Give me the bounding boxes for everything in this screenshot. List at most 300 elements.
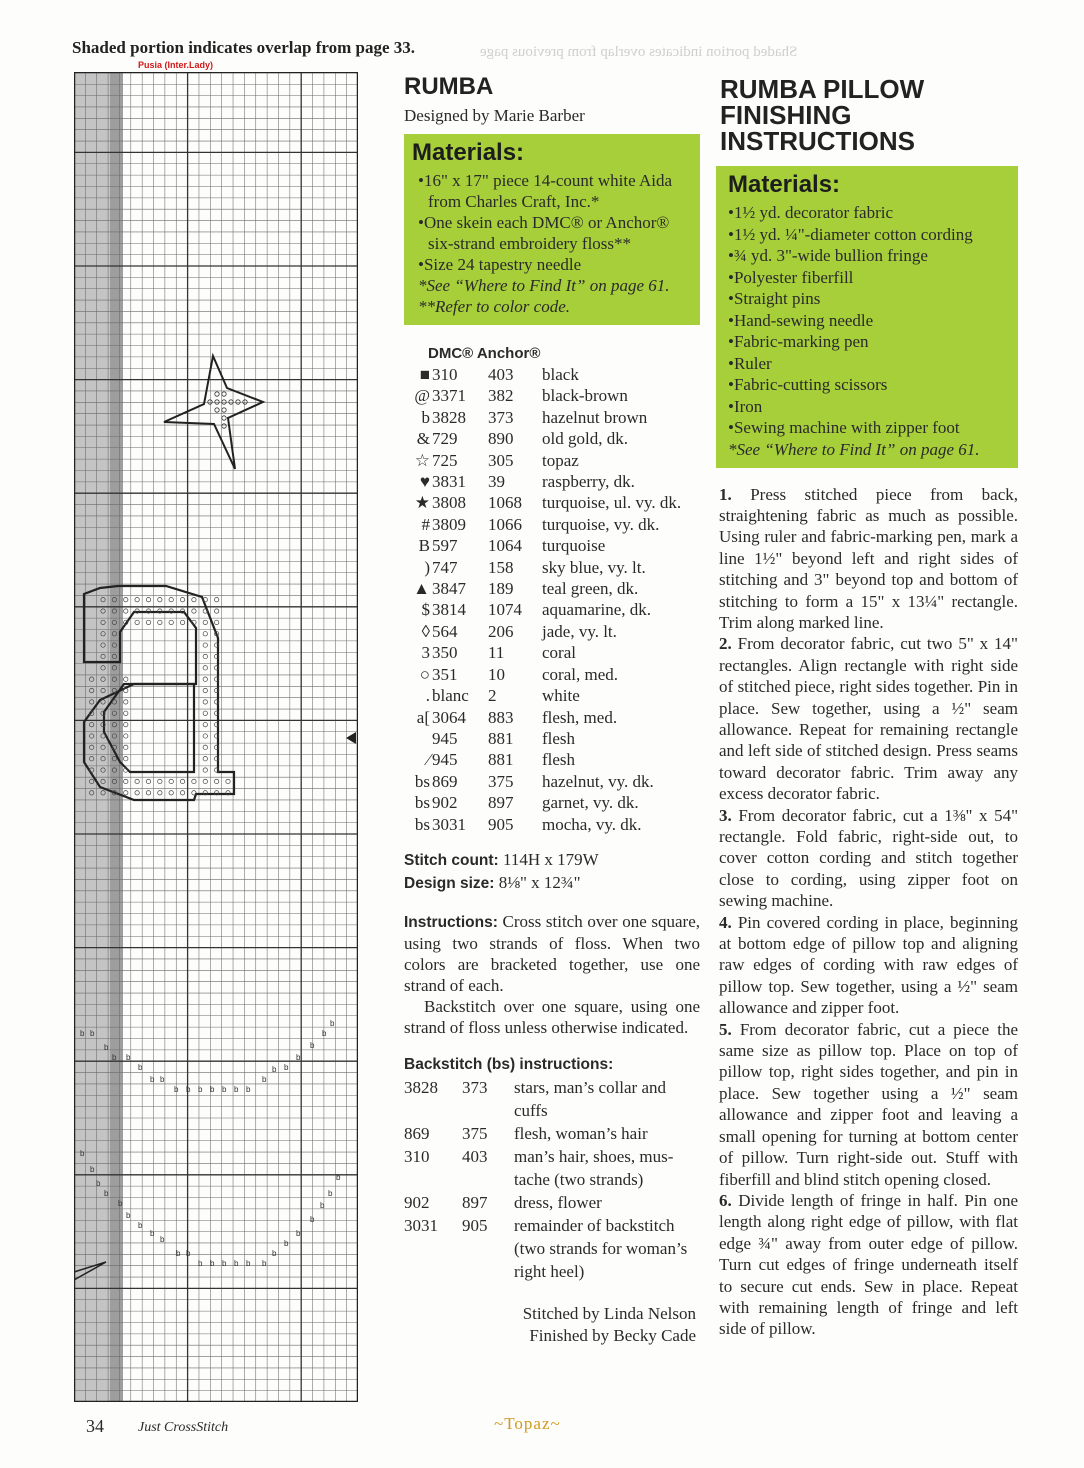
backstitch-symbol: b xyxy=(296,1053,301,1062)
color-symbol xyxy=(406,728,432,749)
color-name: hazelnut brown xyxy=(542,407,648,427)
stitch-dot xyxy=(169,779,173,783)
backstitch-symbol: b xyxy=(262,1259,267,1268)
watermark-text: Pusia (Inter.Lady) xyxy=(138,60,214,70)
step-number: 3. xyxy=(719,805,739,825)
step-2 xyxy=(719,633,1018,804)
stitch-dot xyxy=(203,688,207,692)
backstitch-symbol: b xyxy=(90,1029,95,1038)
anchor-number: 883 xyxy=(488,707,514,727)
instructions-text: Cross stitch over one square, using two strands of floss. When two colors are bracketed together, use one strand of each. xyxy=(404,911,700,995)
rumba-title: RUMBA xyxy=(404,73,494,100)
pillow-steps xyxy=(716,484,1018,1340)
material-item: •Fabric-marking pen xyxy=(728,332,869,351)
designer-credit: Designed by Marie Barber xyxy=(404,106,585,125)
color-row xyxy=(406,557,681,578)
color-symbol: $ xyxy=(421,600,430,620)
material-item: •Sewing machine with zipper foot xyxy=(728,418,960,437)
backstitch-symbol: b xyxy=(160,1075,165,1084)
backstitch-symbol: b xyxy=(246,1259,251,1268)
material-item: •1½ yd. decorator fabric xyxy=(728,203,894,222)
stitch-count: 114H x 179W xyxy=(502,849,599,869)
materials-note: **Refer to color code. xyxy=(418,297,571,316)
stitch-dot xyxy=(124,597,128,601)
credits xyxy=(404,1303,700,1347)
step-number: 1. xyxy=(719,484,751,504)
color-name: black xyxy=(542,365,579,384)
step-text: Press stitched piece from back, straightening fabric as much as possible. Using ruler and fabric-marking pen, mark a line 1½" beyond left and right sides of stitching and 3" beyond top and bottom of stitching to form a 15" x 13¼" rectangle. Trim along marked line. xyxy=(719,484,1019,632)
step-text: From decorator fabric, cut two 5" x 14" rectangles. Align rectangle with right side of stitched piece, right sides together. Pin in place. Sew together, using a ½" seam allowance. Repeat for remaining rectangle and left side of stitched design. Press seams toward decorator fabric. Trim away any excess decorator fabric. xyxy=(719,634,1018,804)
backstitch-symbol: b xyxy=(80,1029,85,1038)
color-row xyxy=(406,492,681,513)
color-name: turquoise xyxy=(542,536,606,556)
anchor-number: 1064 xyxy=(488,536,522,556)
anchor-number: 10 xyxy=(488,664,505,684)
dmc-number: 351 xyxy=(432,664,458,684)
color-name: coral, med. xyxy=(542,664,618,684)
backstitch-symbol: b xyxy=(126,1053,131,1062)
color-symbol: B xyxy=(418,536,430,556)
stitch-dot xyxy=(169,597,173,601)
color-key-table xyxy=(406,364,681,835)
stitch-dot xyxy=(180,620,184,624)
dmc-number: 747 xyxy=(432,557,458,577)
materials-note: *See “Where to Find It” on page 61. xyxy=(418,276,670,295)
backstitch-symbol: b xyxy=(262,1075,267,1084)
instructions xyxy=(404,911,700,1038)
dmc-number: 3808 xyxy=(432,493,466,513)
bs-description: remainder of backstitch (two strands for woman’s right heel) xyxy=(514,1215,688,1281)
material-item: •One skein each DMC® or Anchor® six-strand embroidery floss** xyxy=(418,213,670,253)
backstitch-symbol: b xyxy=(328,1189,333,1198)
color-name: flesh xyxy=(542,750,576,770)
stitch-dot xyxy=(203,632,207,636)
material-item: •Straight pins xyxy=(728,289,821,308)
backstitch-symbol: b xyxy=(90,1165,95,1174)
step-3 xyxy=(719,805,1018,912)
bs-anchor: 403 xyxy=(462,1146,488,1166)
backstitch-row xyxy=(404,1122,700,1145)
dmc-number: 945 xyxy=(432,750,458,770)
stitch-dot xyxy=(135,791,139,795)
step-text: From decorator fabric, cut a piece the same size as pillow top. Place on top of pillow top, right sides together, and pin in place. Sew together using a ½" seam allowance and zipper foot and leaving a small opening for turning at bottom center of pillow. Turn right-side out. Stuff with fiberfill and blind stitch opening closed. xyxy=(719,1019,1018,1189)
stitch-dot xyxy=(203,654,207,658)
material-item: •Size 24 tapestry needle xyxy=(418,255,582,274)
backstitch-symbol: b xyxy=(330,1019,335,1028)
dmc-number: 725 xyxy=(432,450,458,470)
stitch-dot xyxy=(124,609,128,613)
pillow-title-line: FINISHING xyxy=(720,100,852,130)
anchor-number: 11 xyxy=(488,643,505,663)
stitch-dot xyxy=(124,711,128,715)
anchor-number: 39 xyxy=(488,472,505,492)
color-row xyxy=(406,621,681,642)
dmc-number: 729 xyxy=(432,429,458,449)
backstitch-symbol: b xyxy=(210,1259,215,1268)
stitched-by: Stitched by Linda Nelson xyxy=(522,1303,696,1323)
stitch-dot xyxy=(192,609,196,613)
backstitch-symbol: b xyxy=(126,1211,131,1220)
bs-description: flesh, woman’s hair xyxy=(514,1123,648,1143)
step-text: Divide length of fringe in half. Pin one length along right edge of pillow, with flat edge ¾" away from outer edge of pillow. Turn cut edges of fringe underneath itself to secure cut ends. Sew in place. Repeat with remaining length of fringe and left side of pillow. xyxy=(719,1190,1018,1339)
color-name: sky blue, vy. lt. xyxy=(542,557,646,577)
color-symbol: @ xyxy=(414,386,430,406)
stitch-dot xyxy=(135,779,139,783)
color-name: black-brown xyxy=(542,386,628,406)
backstitch-symbol: b xyxy=(104,1043,109,1052)
stitch-dot xyxy=(146,779,150,783)
color-row xyxy=(406,514,681,535)
step-1 xyxy=(719,484,1018,634)
color-symbol: ) xyxy=(424,557,430,577)
stitch-dot xyxy=(124,700,128,704)
center-arrow xyxy=(346,732,356,744)
anchor-number: 382 xyxy=(488,386,514,406)
pillow-title-line: RUMBA PILLOW xyxy=(720,74,925,104)
bs-description: stars, man’s collar and cuffs xyxy=(514,1077,667,1120)
stitch-dot xyxy=(203,643,207,647)
anchor-number: 1074 xyxy=(488,600,522,620)
dmc-number: 3031 xyxy=(432,814,466,834)
backstitch-symbol: b xyxy=(112,1053,117,1062)
stitch-dot xyxy=(203,734,207,738)
pillow-title-line: INSTRUCTIONS xyxy=(720,126,915,156)
bs-dmc: 3828 xyxy=(404,1077,438,1097)
color-symbol: bs xyxy=(414,771,430,791)
color-symbol: & xyxy=(416,429,430,449)
color-name: aquamarine, dk. xyxy=(542,600,652,620)
color-row xyxy=(406,428,681,449)
anchor-number: 881 xyxy=(488,728,514,748)
stitch-count-label: Stitch count: xyxy=(404,851,499,869)
color-name: flesh, med. xyxy=(542,707,618,727)
color-row xyxy=(406,771,681,792)
stitch-dot xyxy=(203,677,207,681)
anchor-number: 1066 xyxy=(488,514,522,534)
backstitch-row xyxy=(404,1076,700,1122)
bs-description: man’s hair, shoes, mus-tache (two strands) xyxy=(514,1146,674,1189)
backstitch-symbol: b xyxy=(186,1085,191,1094)
backstitch-symbol: b xyxy=(150,1075,155,1084)
stitch-dot xyxy=(124,745,128,749)
color-row xyxy=(406,749,681,770)
stitch-dot xyxy=(214,597,218,601)
backstitch-symbol: b xyxy=(272,1065,277,1074)
dmc-number: 597 xyxy=(432,536,458,556)
stitch-dot xyxy=(124,734,128,738)
star-motif xyxy=(164,356,263,469)
stitch-dot xyxy=(226,779,230,783)
bs-dmc: 310 xyxy=(404,1146,430,1166)
anchor-number: 1068 xyxy=(488,493,522,513)
bleed-through-text: Shaded portion indicates overlap from previous page xyxy=(480,44,798,60)
dmc-number: 350 xyxy=(432,643,458,663)
backstitch-symbol: b xyxy=(336,1173,341,1182)
bs-anchor: 373 xyxy=(462,1077,488,1097)
stitch-dot xyxy=(180,597,184,601)
stitch-dot xyxy=(135,620,139,624)
magazine-name: Just CrossStitch xyxy=(138,1420,229,1435)
color-symbol: ■ xyxy=(419,365,430,384)
dmc-number: 3809 xyxy=(432,514,466,534)
color-key-header: DMC® Anchor® xyxy=(428,345,541,362)
cross-stitch-chart xyxy=(74,72,358,1402)
stitch-dot xyxy=(135,597,139,601)
backstitch-symbol: b xyxy=(104,1189,109,1198)
backstitch-symbol: b xyxy=(186,1249,191,1258)
color-row xyxy=(406,450,681,471)
anchor-number: 305 xyxy=(488,450,514,470)
backstitch-symbol: b xyxy=(80,1149,85,1158)
backstitch-symbol: b xyxy=(322,1029,327,1038)
backstitch-symbol: b xyxy=(284,1063,289,1072)
anchor-number: 189 xyxy=(488,579,514,599)
pillow-column xyxy=(716,76,1018,1340)
page-number: 34 xyxy=(86,1416,104,1436)
dmc-number: 869 xyxy=(432,771,458,791)
color-symbol: b xyxy=(421,407,430,427)
backstitch-symbol: b xyxy=(284,1239,289,1248)
color-symbol: . xyxy=(425,686,430,706)
stitch-dot xyxy=(203,779,207,783)
color-symbol: ▲ xyxy=(413,579,430,599)
backstitch-symbol: b xyxy=(160,1235,165,1244)
stitch-dot xyxy=(124,722,128,726)
anchor-number: 897 xyxy=(488,793,514,813)
pillow-title xyxy=(716,76,1018,154)
step-4 xyxy=(719,912,1018,1019)
color-name: coral xyxy=(542,643,576,663)
stitch-dot xyxy=(214,620,218,624)
step-number: 4. xyxy=(719,912,738,932)
instructions-label: Instructions: xyxy=(404,913,498,931)
topaz-signature: ~Topaz~ xyxy=(494,1414,561,1433)
stitch-dot xyxy=(146,620,150,624)
backstitch-symbol: b xyxy=(96,1179,101,1188)
color-symbol: ◊ xyxy=(421,621,430,641)
color-symbol: ★ xyxy=(414,493,430,513)
color-row xyxy=(406,728,681,749)
color-symbol: bs xyxy=(414,814,430,834)
color-symbol: ♥ xyxy=(419,472,430,492)
color-row xyxy=(406,642,681,663)
color-name: jade, vy. lt. xyxy=(542,621,617,641)
bs-dmc: 869 xyxy=(404,1123,430,1143)
anchor-number: 206 xyxy=(488,621,514,641)
color-row xyxy=(406,407,681,428)
materials-heading: Materials: xyxy=(412,139,525,166)
bs-anchor: 897 xyxy=(462,1192,488,1212)
backstitch-heading: Backstitch (bs) instructions: xyxy=(404,1055,614,1073)
color-symbol: a[ xyxy=(416,707,430,727)
color-symbol: ○ xyxy=(419,664,430,684)
stitch-dot xyxy=(124,779,128,783)
color-row xyxy=(406,578,681,599)
color-row xyxy=(406,535,681,556)
color-symbol: ☆ xyxy=(414,450,430,470)
step-5 xyxy=(719,1019,1018,1190)
material-item: •1½ yd. ¼"-diameter cotton cording xyxy=(728,224,973,244)
dmc-number: 3814 xyxy=(432,600,466,620)
design-size: 8⅛" x 12¾" xyxy=(498,872,581,892)
stitch-dot xyxy=(146,791,150,795)
dmc-number: 564 xyxy=(432,621,458,641)
color-name: flesh xyxy=(542,728,576,748)
stitch-dot xyxy=(203,700,207,704)
backstitch-symbol: b xyxy=(150,1229,155,1238)
instructions-text-2: Backstitch over one square, using one strand of floss unless otherwise indicated. xyxy=(404,996,700,1037)
anchor-number: 403 xyxy=(488,365,514,384)
pillow-materials-box xyxy=(716,166,1018,468)
dmc-number: 3831 xyxy=(432,472,466,492)
anchor-number: 373 xyxy=(488,407,514,427)
stitch-dot xyxy=(203,768,207,772)
stitch-dot xyxy=(203,745,207,749)
bs-anchor: 905 xyxy=(462,1215,488,1235)
backstitch-symbol: b xyxy=(222,1259,227,1268)
backstitch-symbol: b xyxy=(198,1085,203,1094)
color-name: teal green, dk. xyxy=(542,579,639,599)
step-6 xyxy=(719,1190,1018,1340)
material-item: •¾ yd. 3"-wide bullion fringe xyxy=(728,246,928,265)
stitch-dot xyxy=(203,757,207,761)
stitch-dot xyxy=(158,597,162,601)
dmc-number: 945 xyxy=(432,728,458,748)
step-number: 5. xyxy=(719,1019,740,1039)
color-name: turquoise, ul. vy. dk. xyxy=(542,493,682,513)
material-item: •Iron xyxy=(728,396,763,416)
material-item: •16" x 17" piece 14-count white Aida from Charles Craft, Inc.* xyxy=(418,171,672,211)
backstitch-symbol: b xyxy=(176,1249,181,1258)
stitch-dot xyxy=(192,779,196,783)
stitch-dot xyxy=(124,677,128,681)
color-name: turquoise, vy. dk. xyxy=(542,514,660,534)
rumba-column xyxy=(404,74,700,1347)
material-item: •Ruler xyxy=(728,353,772,373)
color-row xyxy=(406,792,681,813)
stitch-dot xyxy=(169,791,173,795)
backstitch-symbol: b xyxy=(198,1259,203,1268)
color-row xyxy=(406,664,681,685)
color-row xyxy=(406,471,681,492)
stitch-dot xyxy=(146,597,150,601)
anchor-number: 158 xyxy=(488,557,514,577)
color-symbol: ∕ xyxy=(427,750,430,770)
stitch-dot xyxy=(124,791,128,795)
step-text: From decorator fabric, cut a 1⅜" x 54" rectangle. Fold fabric, right-side out, to cover cotton cording and stitch together close to cording, using zipper foot on sewing machine. xyxy=(719,805,1019,911)
backstitch-row xyxy=(404,1191,700,1214)
backstitch-symbol: b xyxy=(234,1085,239,1094)
backstitch-row xyxy=(404,1214,700,1283)
backstitch-symbol: b xyxy=(222,1085,227,1094)
backstitch-table xyxy=(404,1076,700,1283)
stitch-dot xyxy=(214,779,218,783)
stitch-dot xyxy=(203,711,207,715)
color-name: garnet, vy. dk. xyxy=(542,793,639,813)
rumba-materials-box xyxy=(404,134,700,325)
materials-heading: Materials: xyxy=(728,171,841,198)
anchor-number: 905 xyxy=(488,814,514,834)
backstitch-symbol: b xyxy=(246,1085,251,1094)
stitch-dot xyxy=(158,779,162,783)
color-row xyxy=(406,814,681,835)
stitch-dot xyxy=(214,609,218,613)
material-item: •Hand-sewing needle xyxy=(728,310,874,330)
stitch-dot xyxy=(192,597,196,601)
materials-note: *See “Where to Find It” on page 61. xyxy=(728,439,980,459)
backstitch-symbol: b xyxy=(310,1041,315,1050)
color-row xyxy=(406,685,681,706)
color-row xyxy=(406,364,681,385)
color-row xyxy=(406,385,681,406)
anchor-number: 890 xyxy=(488,429,514,449)
stitch-dot xyxy=(169,620,173,624)
backstitch-symbol: b xyxy=(296,1229,301,1238)
color-symbol: 3 xyxy=(421,643,430,663)
anchor-number: 2 xyxy=(488,686,497,706)
stitch-dot xyxy=(158,620,162,624)
material-item: •Polyester fiberfill xyxy=(728,267,854,287)
material-item: •Fabric-cutting scissors xyxy=(728,375,888,394)
backstitch-symbol: b xyxy=(320,1201,325,1210)
stitch-stats xyxy=(404,849,700,895)
stitch-dot xyxy=(203,620,207,624)
step-text: Pin covered cording in place, beginning at bottom edge of pillow top and aligning raw edges of cording with raw edges of pillow top. Sew together, using a ½" seam allowance and zipper foot. xyxy=(719,912,1019,1018)
color-name: mocha, vy. dk. xyxy=(542,814,642,834)
backstitch-symbol: b xyxy=(234,1259,239,1268)
color-name: hazelnut, vy. dk. xyxy=(542,771,654,791)
color-symbol: # xyxy=(421,514,430,534)
dmc-number: 902 xyxy=(432,793,458,813)
backstitch-symbol: b xyxy=(272,1249,277,1258)
stitch-dot xyxy=(203,666,207,670)
backstitch-row xyxy=(404,1145,700,1191)
dmc-number: 3371 xyxy=(432,386,466,406)
anchor-number: 881 xyxy=(488,750,514,770)
dmc-number: 3828 xyxy=(432,407,466,427)
bs-description: dress, flower xyxy=(514,1192,602,1212)
stitch-dot xyxy=(158,791,162,795)
star-fill-dots xyxy=(208,392,247,428)
backstitch-symbol: b xyxy=(138,1063,143,1072)
color-name: white xyxy=(542,686,580,706)
finished-by: Finished by Becky Cade xyxy=(529,1325,696,1345)
step-number: 2. xyxy=(719,634,738,654)
bs-anchor: 375 xyxy=(462,1123,488,1143)
dmc-number: 3064 xyxy=(432,707,466,727)
step-number: 6. xyxy=(719,1190,739,1210)
bs-dmc: 3031 xyxy=(404,1215,438,1235)
stitch-dot xyxy=(203,722,207,726)
color-symbol: bs xyxy=(414,793,430,813)
design-size-label: Design size: xyxy=(404,874,495,892)
backstitch-symbol: b xyxy=(210,1085,215,1094)
color-name: old gold, dk. xyxy=(542,429,628,449)
stitch-dot xyxy=(180,791,184,795)
color-row xyxy=(406,707,681,728)
overlap-note: Shaded portion indicates overlap from page 33. xyxy=(72,38,416,57)
dmc-number: 3847 xyxy=(432,579,466,599)
color-name: raspberry, dk. xyxy=(542,472,635,492)
dmc-number: 310 xyxy=(432,365,458,384)
backstitch-symbol: b xyxy=(310,1215,315,1224)
color-row xyxy=(406,599,681,620)
stitch-dot xyxy=(124,757,128,761)
backstitch-symbol: b xyxy=(138,1221,143,1230)
color-name: topaz xyxy=(542,450,579,470)
stitch-dot xyxy=(180,779,184,783)
dmc-number: blanc xyxy=(432,686,469,706)
